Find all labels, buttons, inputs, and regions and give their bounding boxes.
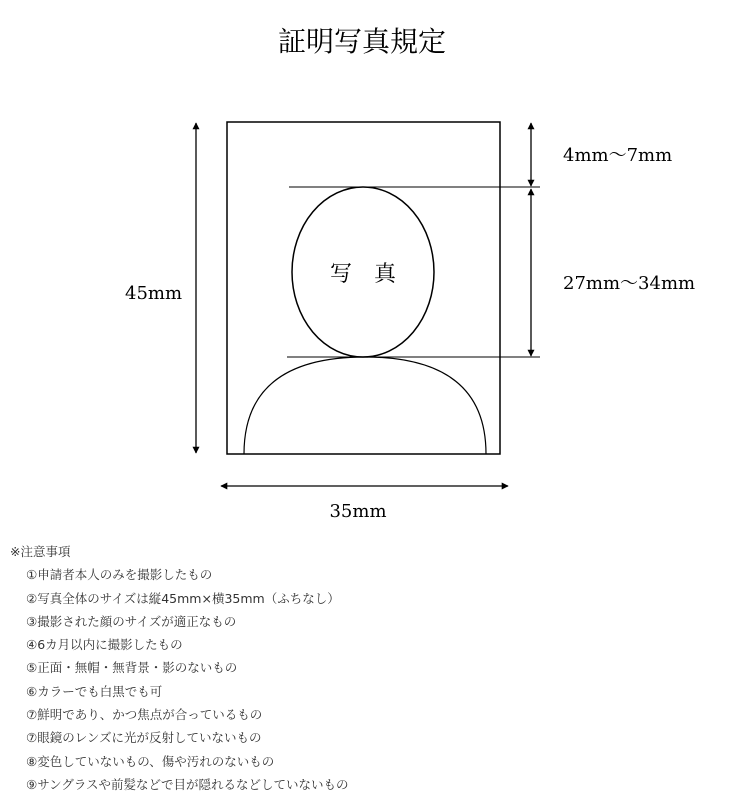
note-item: ⑨サングラスや前髪などで目が隠れるなどしていないもの — [26, 776, 349, 792]
photo-label: 写 真 — [329, 262, 397, 287]
note-item: ⑦眼鏡のレンズに光が反射していないもの — [26, 730, 262, 746]
page-title: 証明写真規定 — [277, 25, 447, 58]
note-item: ⑥カラーでも白黒でも可 — [26, 683, 163, 699]
note-item: ⑧変色していないもの、傷や汚れのないもの — [26, 753, 275, 769]
face-size-dimension-label: 27mm～34mm — [563, 273, 696, 294]
note-item: ④6カ月以内に撮影したもの — [26, 637, 183, 653]
notes-heading: ※注意事項 — [10, 544, 71, 559]
notes-list — [10, 563, 730, 796]
note-item: ③撮影された顔のサイズが適正なもの — [26, 613, 237, 629]
note-item: ⑤正面・無帽・無背景・影のないもの — [26, 660, 238, 676]
note-item: ⑦鮮明であり、かつ焦点が合っているもの — [26, 707, 263, 723]
top-margin-dimension-label: 4mm～7mm — [563, 145, 673, 166]
photo-frame — [227, 122, 500, 454]
notes-section — [10, 540, 730, 796]
height-dimension-label: 45mm — [125, 283, 183, 304]
note-item: ①申請者本人のみを撮影したもの — [26, 567, 213, 583]
note-item: ②写真全体のサイズは縦45mm×横35mm（ふちなし） — [26, 590, 340, 606]
shoulders-outline — [244, 357, 486, 454]
width-dimension-label: 35mm — [329, 501, 387, 522]
